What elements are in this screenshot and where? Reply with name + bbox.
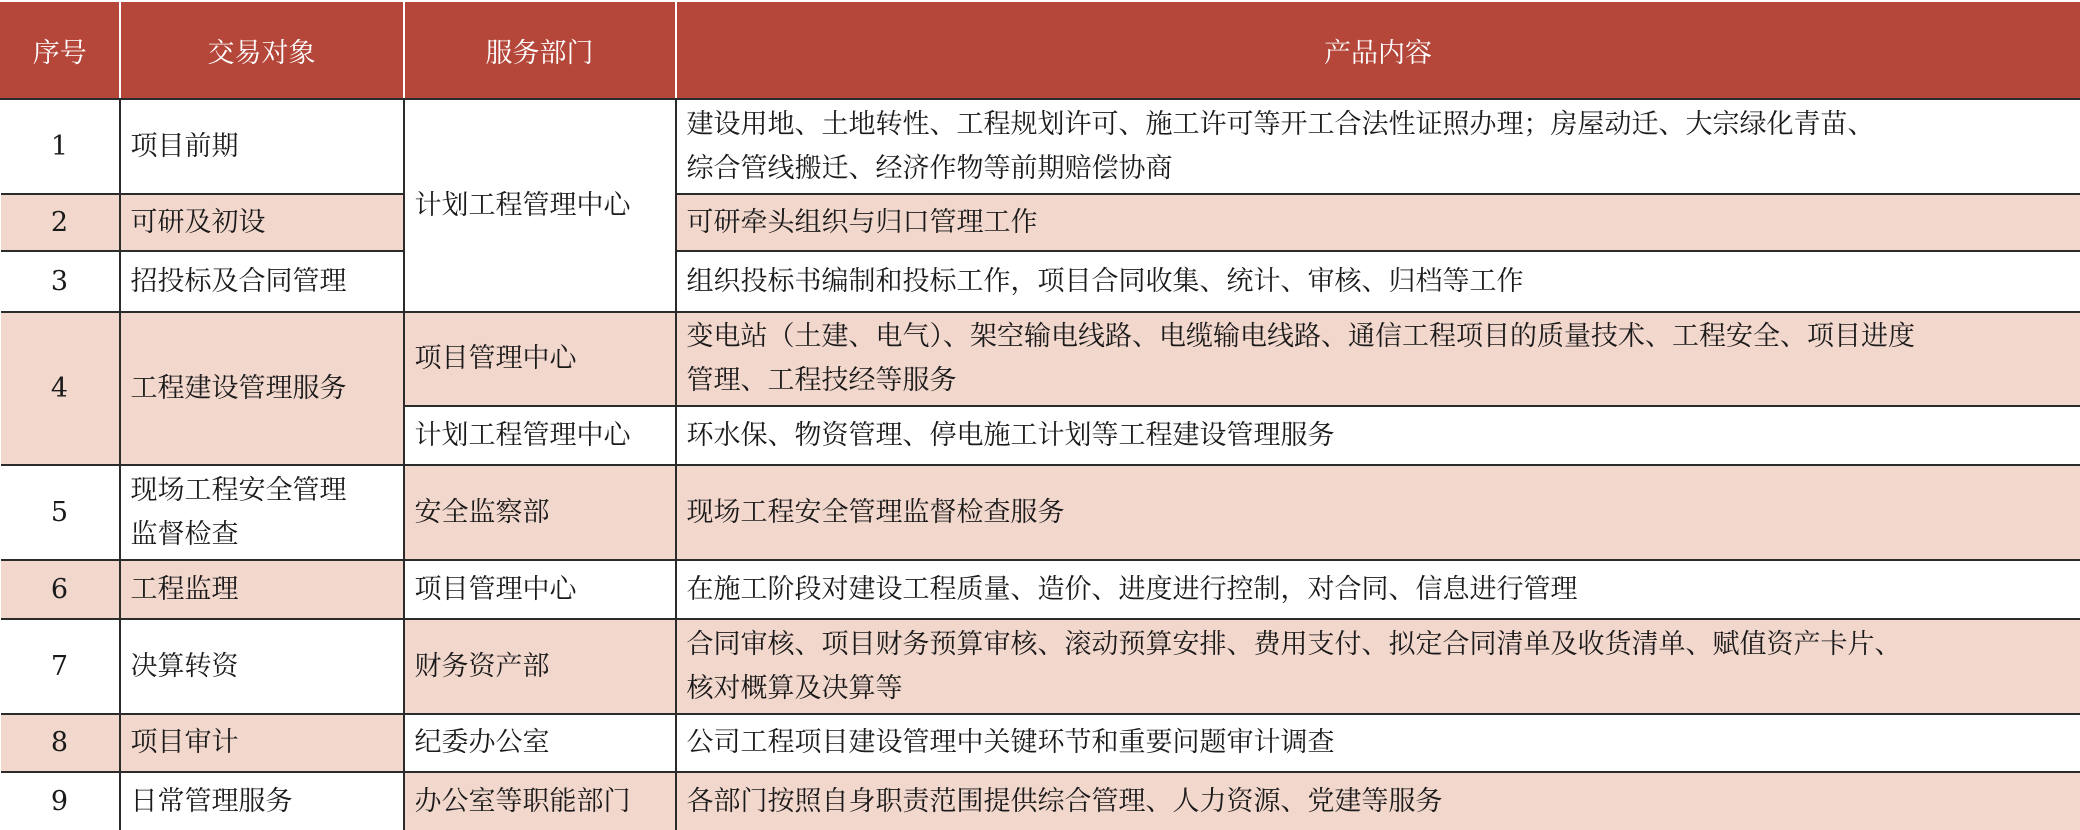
row-object: 工程监理: [120, 560, 404, 619]
row-content: 合同审核、项目财务预算审核、滚动预算安排、费用支付、拟定合同清单及收货清单、赋值资产卡片、 核对概算及决算等: [676, 619, 2080, 714]
row-no: 6: [1, 560, 120, 619]
row-dept: 计划工程管理中心: [404, 99, 676, 312]
row-content: 变电站（土建、电气）、架空输电线路、电缆输电线路、通信工程项目的质量技术、工程安全、项目进度 管理、工程技经等服务: [676, 312, 2080, 406]
row-content: 现场工程安全管理监督检查服务: [676, 465, 2080, 560]
row-object: 决算转资: [120, 619, 404, 714]
row-no: 1: [1, 99, 120, 194]
row-content: 各部门按照自身职责范围提供综合管理、人力资源、党建等服务: [676, 772, 2080, 830]
row-dept: 办公室等职能部门: [404, 772, 676, 830]
header-content: 产品内容: [676, 1, 2080, 99]
row-no: 4: [1, 312, 120, 465]
row-content: 建设用地、土地转性、工程规划许可、施工许可等开工合法性证照办理；房屋动迁、大宗绿化青苗、 综合管线搬迁、经济作物等前期赔偿协商: [676, 99, 2080, 194]
header-object: 交易对象: [120, 1, 404, 99]
table-row: [1, 465, 2080, 560]
row-dept: 安全监察部: [404, 465, 676, 560]
table-row: [1, 772, 2080, 830]
table-row: [1, 619, 2080, 714]
table-row: [1, 99, 2080, 194]
row-no: 7: [1, 619, 120, 714]
row-content: 组织投标书编制和投标工作，项目合同收集、统计、审核、归档等工作: [676, 251, 2080, 312]
row-content: 可研牵头组织与归口管理工作: [676, 194, 2080, 251]
row-content: 环水保、物资管理、停电施工计划等工程建设管理服务: [676, 406, 2080, 465]
row-dept: 纪委办公室: [404, 714, 676, 772]
row-dept: 项目管理中心: [404, 560, 676, 619]
header-dept: 服务部门: [404, 1, 676, 99]
row-object: 可研及初设: [120, 194, 404, 251]
row-no: 9: [1, 772, 120, 830]
header-no: 序号: [1, 1, 120, 99]
row-no: 3: [1, 251, 120, 312]
row-object: 现场工程安全管理 监督检查: [120, 465, 404, 560]
row-dept: 财务资产部: [404, 619, 676, 714]
table-header-row: [1, 1, 2080, 99]
table-row: [1, 714, 2080, 772]
row-dept: 项目管理中心: [404, 312, 676, 406]
row-content: 在施工阶段对建设工程质量、造价、进度进行控制，对合同、信息进行管理: [676, 560, 2080, 619]
row-object: 日常管理服务: [120, 772, 404, 830]
table-row: [1, 194, 2080, 251]
table-row: [1, 560, 2080, 619]
table-row: [1, 251, 2080, 312]
row-object: 工程建设管理服务: [120, 312, 404, 465]
row-no: 2: [1, 194, 120, 251]
row-dept: 计划工程管理中心: [404, 406, 676, 465]
table-row: [1, 312, 2080, 406]
row-object: 招投标及合同管理: [120, 251, 404, 312]
row-no: 8: [1, 714, 120, 772]
row-object: 项目审计: [120, 714, 404, 772]
row-content: 公司工程项目建设管理中关键环节和重要问题审计调查: [676, 714, 2080, 772]
row-object: 项目前期: [120, 99, 404, 194]
row-no: 5: [1, 465, 120, 560]
